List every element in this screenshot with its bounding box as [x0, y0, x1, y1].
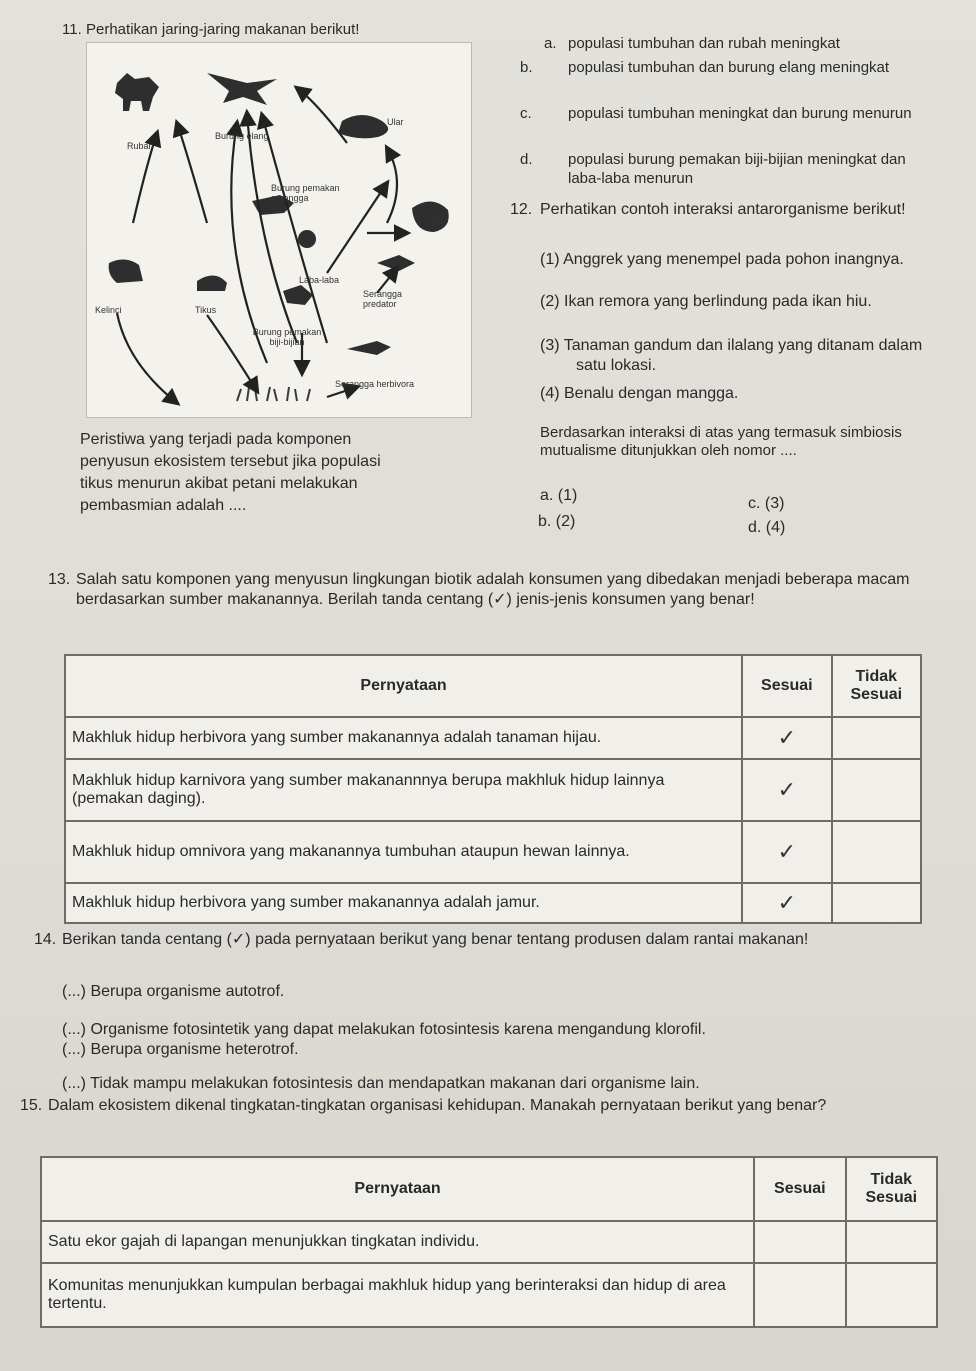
- q13-table: [64, 654, 922, 924]
- q13-header-sesuai: Sesuai: [742, 655, 831, 717]
- q11-option-c[interactable]: c. populasi tumbuhan meningkat dan burung menurun: [520, 105, 912, 122]
- label-ular: Ular: [387, 117, 404, 127]
- eagle-silhouette: [207, 73, 277, 105]
- q15-table: [40, 1156, 938, 1328]
- q13-number: 13.: [48, 571, 71, 588]
- q14-item-4[interactable]: (...) Tidak mampu melakukan fotosintesis dan mendapatkan makanan dari organisme lain.: [62, 1075, 700, 1092]
- mouse-silhouette: [197, 275, 227, 291]
- q13-row-2-text: Makhluk hidup karnivora yang sumber makanannnya berupa makhluk hidup lainnya (pemakan daging).: [65, 759, 742, 821]
- q15-row-2-sesuai-cell[interactable]: [754, 1263, 845, 1327]
- q15-prompt: Dalam ekosistem dikenal tingkatan-tingkatan organisasi kehidupan. Manakah pernyataan berikut yang benar?: [48, 1097, 827, 1114]
- q14-item-3[interactable]: (...) Berupa organisme heterotrof.: [62, 1041, 299, 1058]
- q11-option-a[interactable]: a. populasi tumbuhan dan rubah meningkat: [544, 35, 840, 52]
- label-burung-pemakan-biji: Burung pemakan biji-bijian: [252, 327, 322, 347]
- q12-option-c[interactable]: c. (3): [748, 495, 785, 512]
- q12-option-d[interactable]: d. (4): [748, 519, 786, 536]
- q15-header-tidak-sesuai: Tidak Sesuai: [846, 1157, 937, 1221]
- label-serangga-herbivora: Serangga herbivora: [335, 379, 415, 389]
- q12-item-2: (2) Ikan remora yang berlindung pada ikan hiu.: [540, 293, 872, 310]
- spider-silhouette: [298, 230, 316, 248]
- q11-prompt: Perhatikan jaring-jaring makanan berikut!: [86, 21, 360, 38]
- q12-item-4: (4) Benalu dengan mangga.: [540, 385, 739, 402]
- snake-silhouette: [338, 115, 388, 138]
- label-tikus: Tikus: [195, 305, 217, 315]
- q13-row-2-sesuai-check[interactable]: ✓: [742, 759, 831, 821]
- q11-number: 11.: [62, 21, 82, 38]
- food-web-svg: [87, 43, 471, 417]
- q11-question-line-1: Peristiwa yang terjadi pada komponen: [80, 431, 352, 448]
- q13-prompt: Salah satu komponen yang menyusun lingkungan biotik adalah konsumen yang dibedakan menjadi beberapa macam berdasarkan sumber makanannya. Berilah tanda centang (✓) jenis-jenis konsumen yang benar!: [76, 571, 910, 608]
- q12-item-3: (3) Tanaman gandum dan ilalang yang ditanam dalam satu lokasi.: [540, 337, 923, 374]
- table-row: [41, 1263, 937, 1327]
- q14-item-1[interactable]: (...) Berupa organisme autotrof.: [62, 983, 285, 1000]
- label-kelinci: Kelinci: [95, 305, 122, 315]
- rabbit-silhouette: [109, 259, 143, 283]
- q13-row-4-tidak-sesuai-cell[interactable]: [832, 883, 921, 923]
- q15-row-1-text: Satu ekor gajah di lapangan menunjukkan tingkatan individu.: [41, 1221, 754, 1263]
- label-laba-laba: Laba-laba: [299, 275, 340, 285]
- food-web-diagram: [86, 42, 472, 418]
- q12-question: Berdasarkan interaksi di atas yang termasuk simbiosis mutualisme ditunjukkan oleh nomor ....: [540, 424, 902, 459]
- q13-row-3-text: Makhluk hidup omnivora yang makanannya tumbuhan ataupun hewan lainnya.: [65, 821, 742, 883]
- q12-number: 12.: [510, 201, 533, 218]
- table-row: [65, 717, 921, 759]
- q13-row-1-sesuai-check[interactable]: ✓: [742, 717, 831, 759]
- q14-item-2[interactable]: (...) Organisme fotosintetik yang dapat melakukan fotosintesis karena mengandung klorofil.: [62, 1021, 706, 1038]
- q15-number: 15.: [20, 1097, 43, 1114]
- label-burung-elang: Burung elang: [215, 131, 269, 141]
- q13-row-3-sesuai-check[interactable]: ✓: [742, 821, 831, 883]
- q15-header-sesuai: Sesuai: [754, 1157, 845, 1221]
- q13-row-4-sesuai-check[interactable]: ✓: [742, 883, 831, 923]
- grass-drawing: [237, 387, 310, 401]
- q14-number: 14.: [34, 931, 57, 948]
- table-row: [41, 1221, 937, 1263]
- q13-header-pernyataan: Pernyataan: [65, 655, 742, 717]
- q13-row-1-text: Makhluk hidup herbivora yang sumber makanannya adalah tanaman hijau.: [65, 717, 742, 759]
- herb-insect-silhouette: [347, 341, 391, 355]
- table-row: [65, 759, 921, 821]
- label-burung-pemakan-serangga: Burung pemakan serangga: [271, 183, 340, 203]
- q13-header-tidak-sesuai: Tidak Sesuai: [832, 655, 921, 717]
- q15-row-1-sesuai-cell[interactable]: [754, 1221, 845, 1263]
- table-row: [65, 883, 921, 923]
- q15-row-2-text: Komunitas menunjukkan kumpulan berbagai makhluk hidup yang berinteraksi dan hidup di area tertentu.: [41, 1263, 754, 1327]
- q15-header-pernyataan: Pernyataan: [41, 1157, 754, 1221]
- q13-row-4-text: Makhluk hidup herbivora yang sumber makanannya adalah jamur.: [65, 883, 742, 923]
- label-katak: Katak: [425, 215, 449, 225]
- q12-option-a[interactable]: a. (1): [540, 487, 578, 504]
- q11-question-line-4: pembasmian adalah ....: [80, 497, 247, 514]
- q13-row-3-tidak-sesuai-cell[interactable]: [832, 821, 921, 883]
- q11-question-line-3: tikus menurun akibat petani melakukan: [80, 475, 358, 492]
- label-rubah: Rubah: [127, 141, 154, 151]
- q12-prompt: Perhatikan contoh interaksi antarorganisme berikut!: [540, 201, 906, 218]
- q11-option-d[interactable]: d. populasi burung pemakan biji-bijian meningkat dan laba-laba menurun: [520, 151, 906, 187]
- q11-option-b[interactable]: b. populasi tumbuhan dan burung elang meningkat: [520, 59, 890, 76]
- q11-question-line-2: penyusun ekosistem tersebut jika populasi: [80, 453, 381, 470]
- q13-row-1-tidak-sesuai-cell[interactable]: [832, 717, 921, 759]
- q14-prompt: Berikan tanda centang (✓) pada pernyataan berikut yang benar tentang produsen dalam rantai makanan!: [62, 931, 809, 948]
- q15-row-1-tidak-sesuai-cell[interactable]: [846, 1221, 937, 1263]
- fox-silhouette: [115, 73, 159, 111]
- q13-row-2-tidak-sesuai-cell[interactable]: [832, 759, 921, 821]
- seed-bird-silhouette: [283, 285, 313, 305]
- table-row: [65, 821, 921, 883]
- q12-option-b[interactable]: b. (2): [538, 513, 576, 530]
- label-serangga-predator: Serangga predator: [363, 289, 403, 309]
- q15-row-2-tidak-sesuai-cell[interactable]: [846, 1263, 937, 1327]
- q12-item-1: (1) Anggrek yang menempel pada pohon inangnya.: [540, 251, 904, 268]
